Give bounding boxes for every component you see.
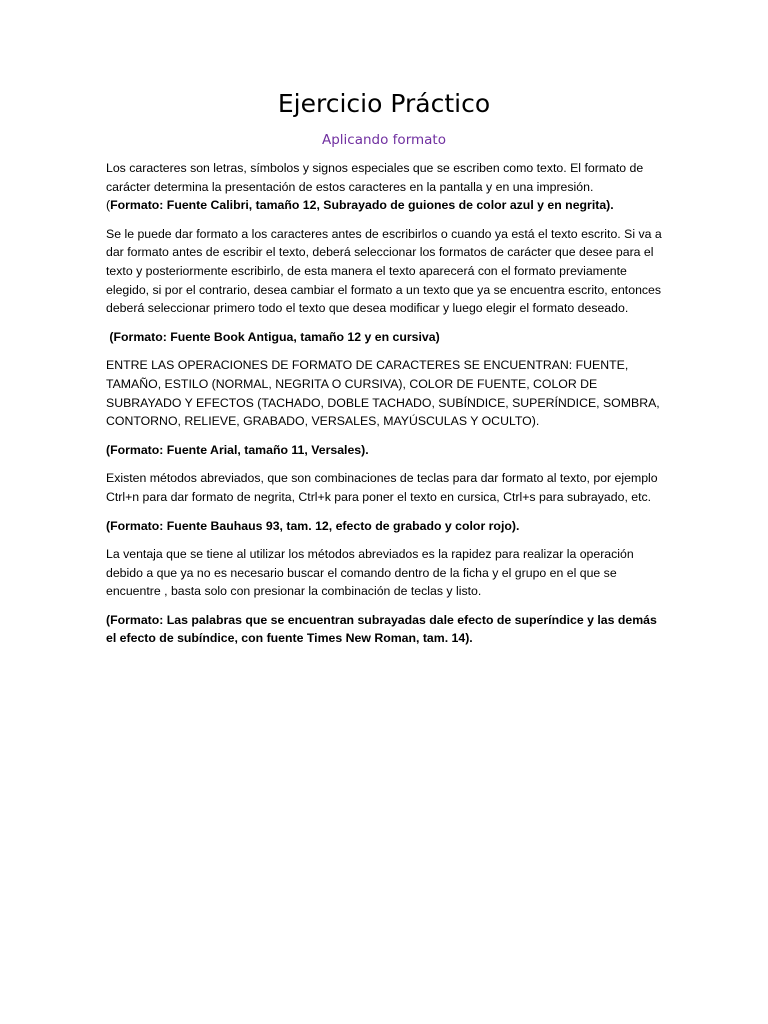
document-title: Ejercicio Práctico (277, 89, 491, 118)
paragraph-3-format-note: (Formato: Fuente Arial, tamaño 11, Versales). (106, 442, 369, 457)
paragraph-1-text: Los caracteres son letras, símbolos y signos especiales que se escriben como texto. El formato de carácter determina la presentación de estos caracteres en la pantalla y en una impresión. (106, 161, 644, 194)
paragraph-4: Existen métodos abreviados, que son combinaciones de teclas para dar formato al texto, por ejemplo Ctrl+n para dar formato de negrita, Ctrl+k para poner el texto en cursica, Ctrl+s para subrayado, etc. (106, 471, 658, 504)
paragraph-1-note-open: ( (106, 198, 111, 213)
paragraph-3: ENTRE LAS OPERACIONES DE FORMATO DE CARACTERES SE ENCUENTRAN: FUENTE, TAMAÑO, ESTILO (NORMAL, NEGRITA O CURSIVA), COLOR DE FUENTE, COLOR DE SUBRAYADO Y EFECTOS (TACHADO, DOBLE TACHADO, SUBÍNDICE, SUPERÍNDICE, SOMBRA, CONTORNO, RELIEVE, GRABADO, VERSALES, MAYÚSCULAS Y OCULTO). (106, 358, 660, 429)
document-subtitle: Aplicando formato (322, 132, 446, 148)
paragraph-1-format-note: Formato: Fuente Calibri, tamaño 12, Subrayado de guiones de color azul y en negrita). (110, 198, 614, 213)
paragraph-1 (106, 159, 662, 215)
paragraph-2-format-note: (Formato: Fuente Book Antigua, tamaño 12 y en cursiva) (106, 329, 440, 344)
paragraph-5-format-note: (Formato: Las palabras que se encuentran subrayadas dale efecto de superíndice y las demás el efecto de subíndice, con fuente Times New Roman, tam. 14). (106, 612, 657, 646)
document-page (106, 84, 662, 658)
paragraph-4-format-note: (Formato: Fuente Bauhaus 93, tam. 12, efecto de grabado y color rojo). (106, 518, 520, 533)
paragraph-5: La ventaja que se tiene al utilizar los métodos abreviados es la rapidez para realizar la operación debido a que ya no es necesario buscar el comando dentro de la ficha y el grupo en el que se encuentre , basta solo con presionar la combinación de teclas y listo. (106, 547, 634, 599)
paragraph-2: Se le puede dar formato a los caracteres antes de escribirlos o cuando ya está el texto escrito. Si va a dar formato antes de escribir el texto, deberá seleccionar los formatos de carácter que desee para el texto y posteriormente escribirlo, de esta manera el texto aparecerá con el formato previamente elegido, si por el contrario, desea cambiar el formato a un texto que ya se encuentra escrito, entonces deberá seleccionar primero todo el texto que desea modificar y luego elegir el formato deseado. (106, 226, 662, 316)
